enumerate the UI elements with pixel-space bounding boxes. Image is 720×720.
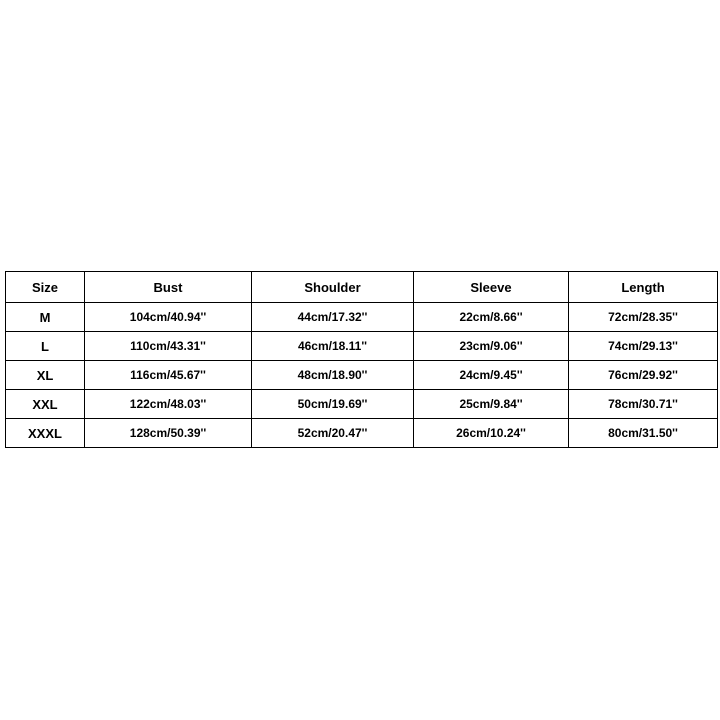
size-cell: XXL: [6, 390, 85, 419]
sleeve-cell: 26cm/10.24'': [414, 419, 569, 448]
shoulder-cell: 50cm/19.69'': [252, 390, 414, 419]
length-cell: 74cm/29.13'': [569, 332, 718, 361]
size-cell: XL: [6, 361, 85, 390]
bust-cell: 122cm/48.03'': [85, 390, 252, 419]
length-cell: 80cm/31.50'': [569, 419, 718, 448]
bust-cell: 128cm/50.39'': [85, 419, 252, 448]
size-chart-table: [5, 271, 718, 448]
bust-cell: 110cm/43.31'': [85, 332, 252, 361]
shoulder-cell: 44cm/17.32'': [252, 303, 414, 332]
sleeve-cell: 22cm/8.66'': [414, 303, 569, 332]
header-length: Length: [569, 272, 718, 303]
table-row: [6, 303, 718, 332]
shoulder-cell: 52cm/20.47'': [252, 419, 414, 448]
header-size: Size: [6, 272, 85, 303]
length-cell: 78cm/30.71'': [569, 390, 718, 419]
header-shoulder: Shoulder: [252, 272, 414, 303]
length-cell: 72cm/28.35'': [569, 303, 718, 332]
table-row: [6, 332, 718, 361]
size-cell: M: [6, 303, 85, 332]
shoulder-cell: 48cm/18.90'': [252, 361, 414, 390]
header-sleeve: Sleeve: [414, 272, 569, 303]
table-row: [6, 390, 718, 419]
size-cell: L: [6, 332, 85, 361]
bust-cell: 104cm/40.94'': [85, 303, 252, 332]
sleeve-cell: 25cm/9.84'': [414, 390, 569, 419]
shoulder-cell: 46cm/18.11'': [252, 332, 414, 361]
sleeve-cell: 24cm/9.45'': [414, 361, 569, 390]
table-header-row: [6, 272, 718, 303]
sleeve-cell: 23cm/9.06'': [414, 332, 569, 361]
bust-cell: 116cm/45.67'': [85, 361, 252, 390]
length-cell: 76cm/29.92'': [569, 361, 718, 390]
header-bust: Bust: [85, 272, 252, 303]
table-row: [6, 361, 718, 390]
size-cell: XXXL: [6, 419, 85, 448]
table-row: [6, 419, 718, 448]
